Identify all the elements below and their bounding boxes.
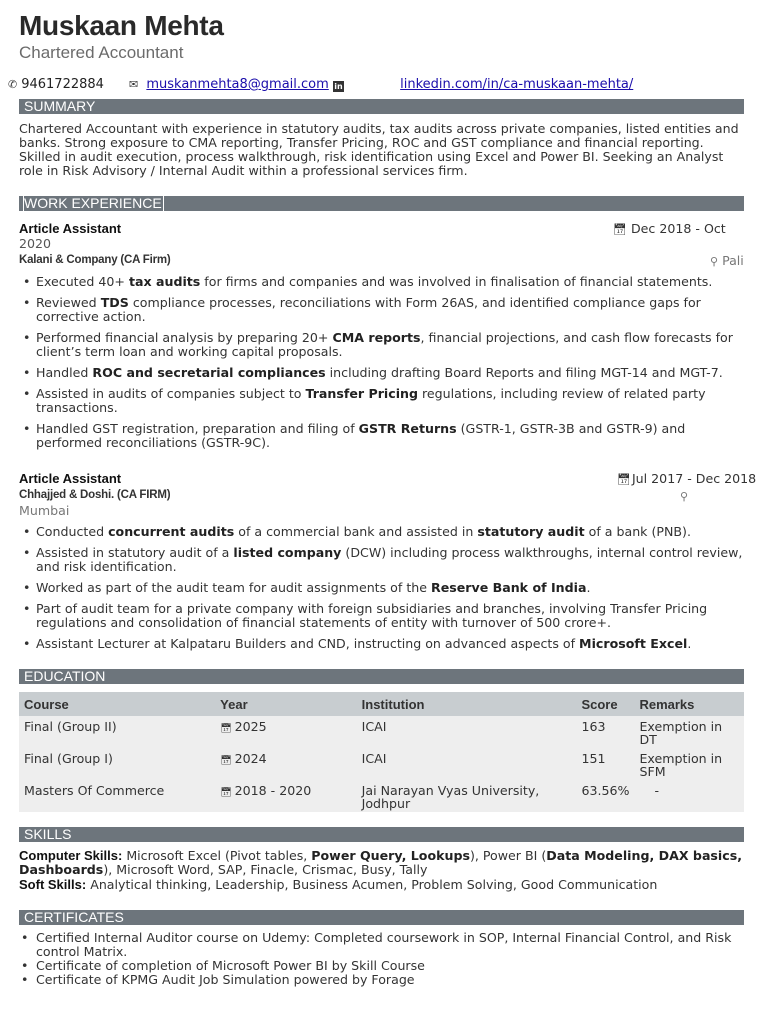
bullet-item: [19, 387, 745, 415]
table-cell: Exemption in DT: [634, 716, 744, 748]
bullet-emphasis: tax audits: [128, 274, 201, 289]
table-cell: 📅︎ 2018 - 2020: [215, 780, 356, 812]
table-cell: 📅︎ 2025: [215, 716, 356, 748]
job-1-bullets: [19, 275, 745, 457]
bullet-item: [19, 366, 745, 380]
table-cell: Masters Of Commerce: [19, 780, 215, 812]
job-2-firm: Chhajjed & Doshi. (CA FIRM): [19, 489, 171, 501]
bullet-text: Executed 40+: [36, 274, 129, 289]
bullet-emphasis: Microsoft Excel: [579, 636, 688, 651]
bullet-text: .: [586, 580, 591, 595]
education-column-header: Institution: [357, 692, 577, 716]
phone-number: 9461722884: [21, 77, 104, 92]
bullet-item: [19, 602, 745, 630]
table-cell: Final (Group II): [19, 716, 215, 748]
table-row: [19, 716, 744, 748]
linkedin-icon: in: [334, 82, 343, 91]
bullet-text: Reviewed: [36, 295, 101, 310]
certificate-item: • Certified Internal Auditor course on Udemy: Completed coursework in SOP, Internal Financial Control, and Risk control Matrix.: [19, 931, 745, 959]
soft-skills-text: Analytical thinking, Leadership, Business Acumen, Problem Solving, Good Communication: [90, 877, 658, 892]
job-1-location: ⚲ Pali: [710, 253, 744, 268]
envelope-icon: ✉: [129, 78, 139, 91]
bullet-text: for firms and companies and was involved in finalisation of financial statements.: [200, 274, 713, 289]
bullet-text: Performed financial analysis by preparing 20+: [36, 330, 333, 345]
phone-icon: ✆: [8, 78, 18, 91]
bullet-text: including drafting Board Reports and filing MGT-14 and MGT-7.: [325, 365, 723, 380]
bullet-item: [19, 637, 745, 651]
bullet-text: (DCW) including process walkthroughs, internal control review, and risk identification.: [36, 545, 743, 574]
bullet-text: of a commercial bank and assisted in: [234, 524, 478, 539]
bullet-text: compliance processes, reconciliations with Form 26AS, and identified compliance gaps for corrective action.: [36, 295, 701, 324]
location-pin-icon: ⚲: [680, 490, 689, 503]
job-2-location-pin: [680, 488, 692, 503]
job-2-date: 📅︎Jul 2017 - Dec 2018: [617, 471, 757, 486]
bullet-item: [19, 546, 745, 574]
summary-heading: SUMMARY: [19, 99, 744, 114]
calendar-icon: 📅︎: [617, 473, 631, 486]
work-experience-heading: WORK EXPERIENCE: [19, 196, 744, 211]
candidate-name: Muskaan Mehta: [19, 10, 224, 41]
bullet-item: [19, 581, 745, 595]
calendar-icon: 📅︎: [220, 756, 232, 766]
candidate-title: Chartered Accountant: [19, 43, 184, 62]
computer-skills: [19, 849, 747, 877]
education-table: [19, 692, 744, 812]
bullet-item: [19, 331, 745, 359]
bullet-emphasis: statutory audit: [477, 524, 585, 539]
location-pin-icon: ⚲: [710, 255, 719, 268]
bullet-emphasis: TDS: [100, 295, 129, 310]
certificate-item: • Certificate of completion of Microsoft Power BI by Skill Course: [19, 959, 745, 973]
computer-skills-part-3: ), Power BI (: [469, 848, 547, 863]
bullet-text: .: [687, 636, 692, 651]
calendar-icon: 📅︎: [220, 724, 232, 734]
summary-text: Chartered Accountant with experience in statutory audits, tax audits across private companies, listed entities and banks. Strong exposure to CMA reporting, Transfer Pricing, ROC and GST compliance and financial reporting. Skilled in audit execution, process walkthrough, risk identification using Excel and Power BI. Seeking an Analyst role in Risk Advisory / Internal Audit within a professional services firm.: [19, 121, 739, 178]
education-heading: EDUCATION: [19, 669, 744, 684]
job-1-firm: Kalani & Company (CA Firm): [19, 254, 171, 266]
computer-skills-part-4: Data Modeling, DAX basics, Dashboards: [19, 848, 742, 877]
bullet-text: Worked as part of the audit team for audit assignments of the: [36, 580, 431, 595]
table-cell: Final (Group I): [19, 748, 215, 780]
bullet-emphasis: ROC and secretarial compliances: [92, 365, 326, 380]
table-cell: -: [634, 780, 744, 812]
bullet-text: Handled GST registration, preparation and filing of: [36, 421, 359, 436]
bullet-emphasis: Reserve Bank of India: [431, 580, 587, 595]
bullet-item: [19, 296, 745, 324]
bullet-item: [19, 275, 745, 289]
education-header-row: [19, 692, 744, 716]
bullet-text: Conducted: [36, 524, 109, 539]
bullet-emphasis: Transfer Pricing: [305, 386, 419, 401]
linkedin-link[interactable]: linkedin.com/in/ca-muskaan-mehta/: [400, 77, 634, 92]
bullet-text: Part of audit team for a private company with foreign subsidiaries and branches, involving Transfer Pricing regulations and consolidation of financial statements of entity with turnover of 500 crore+.: [36, 601, 708, 630]
linkedin-contact: [333, 77, 633, 92]
table-cell: 📅︎ 2024: [215, 748, 356, 780]
table-cell: 63.56%: [576, 780, 634, 812]
computer-skills-label: Computer Skills:: [19, 848, 123, 863]
education-column-header: Course: [19, 692, 215, 716]
certificates-list: [19, 931, 745, 987]
education-column-header: Score: [576, 692, 634, 716]
soft-skills-label: Soft Skills:: [19, 877, 87, 892]
bullet-emphasis: CMA reports: [332, 330, 421, 345]
soft-skills: [19, 878, 747, 892]
table-cell: 163: [576, 716, 634, 748]
job-2-location: Mumbai: [19, 503, 70, 518]
bullet-text: regulations, including review of related party transactions.: [36, 386, 706, 415]
bullet-text: of a bank (PNB).: [584, 524, 691, 539]
table-cell: Exemption in SFM: [634, 748, 744, 780]
education-column-header: Year: [215, 692, 356, 716]
bullet-text: Assisted in audits of companies subject to: [36, 386, 306, 401]
bullet-emphasis: concurrent audits: [108, 524, 235, 539]
job-2-title: Article Assistant: [19, 471, 122, 486]
bullet-emphasis: listed company: [233, 545, 342, 560]
table-cell: ICAI: [357, 716, 577, 748]
job-1-title: Article Assistant: [19, 221, 122, 236]
computer-skills-part-1: Microsoft Excel (Pivot tables,: [126, 848, 312, 863]
certificates-heading: CERTIFICATES: [19, 910, 744, 925]
skills-heading: SKILLS: [19, 827, 744, 842]
job-1-date: 📅︎ Dec 2018 - Oct: [613, 221, 726, 236]
bullet-text: Handled: [36, 365, 93, 380]
bullet-text: Assistant Lecturer at Kalpataru Builders and CND, instructing on advanced aspects of: [36, 636, 580, 651]
job-2-bullets: [19, 525, 745, 658]
bullet-item: [19, 525, 745, 539]
computer-skills-part-5: ), Microsoft Word, SAP, Finacle, Crismac, Busy, Tally: [103, 862, 428, 877]
calendar-icon: 📅︎: [613, 223, 627, 236]
calendar-icon: 📅︎: [220, 788, 232, 798]
table-cell: Jai Narayan Vyas University, Jodhpur: [357, 780, 577, 812]
certificate-item: • Certificate of KPMG Audit Job Simulation powered by Forage: [19, 973, 745, 987]
table-row: [19, 748, 744, 780]
table-row: [19, 780, 744, 812]
job-1-date-continued: 2020: [19, 236, 52, 251]
table-cell: ICAI: [357, 748, 577, 780]
email-link[interactable]: muskanmehta8@gmail.com: [146, 77, 329, 92]
bullet-item: [19, 422, 745, 450]
education-rows: [19, 716, 744, 812]
phone-contact: [8, 77, 104, 92]
table-cell: 151: [576, 748, 634, 780]
bullet-text: Assisted in statutory audit of a: [36, 545, 234, 560]
email-contact: [129, 77, 329, 92]
bullet-text: (GSTR-1, GSTR-3B and GSTR-9) and performed reconciliations (GSTR-9C).: [36, 421, 686, 450]
bullet-text: , financial projections, and cash flow forecasts for client’s term loan and working capital proposals.: [36, 330, 733, 359]
bullet-emphasis: GSTR Returns: [358, 421, 457, 436]
education-column-header: Remarks: [634, 692, 744, 716]
computer-skills-part-2: Power Query, Lookups: [311, 848, 470, 863]
